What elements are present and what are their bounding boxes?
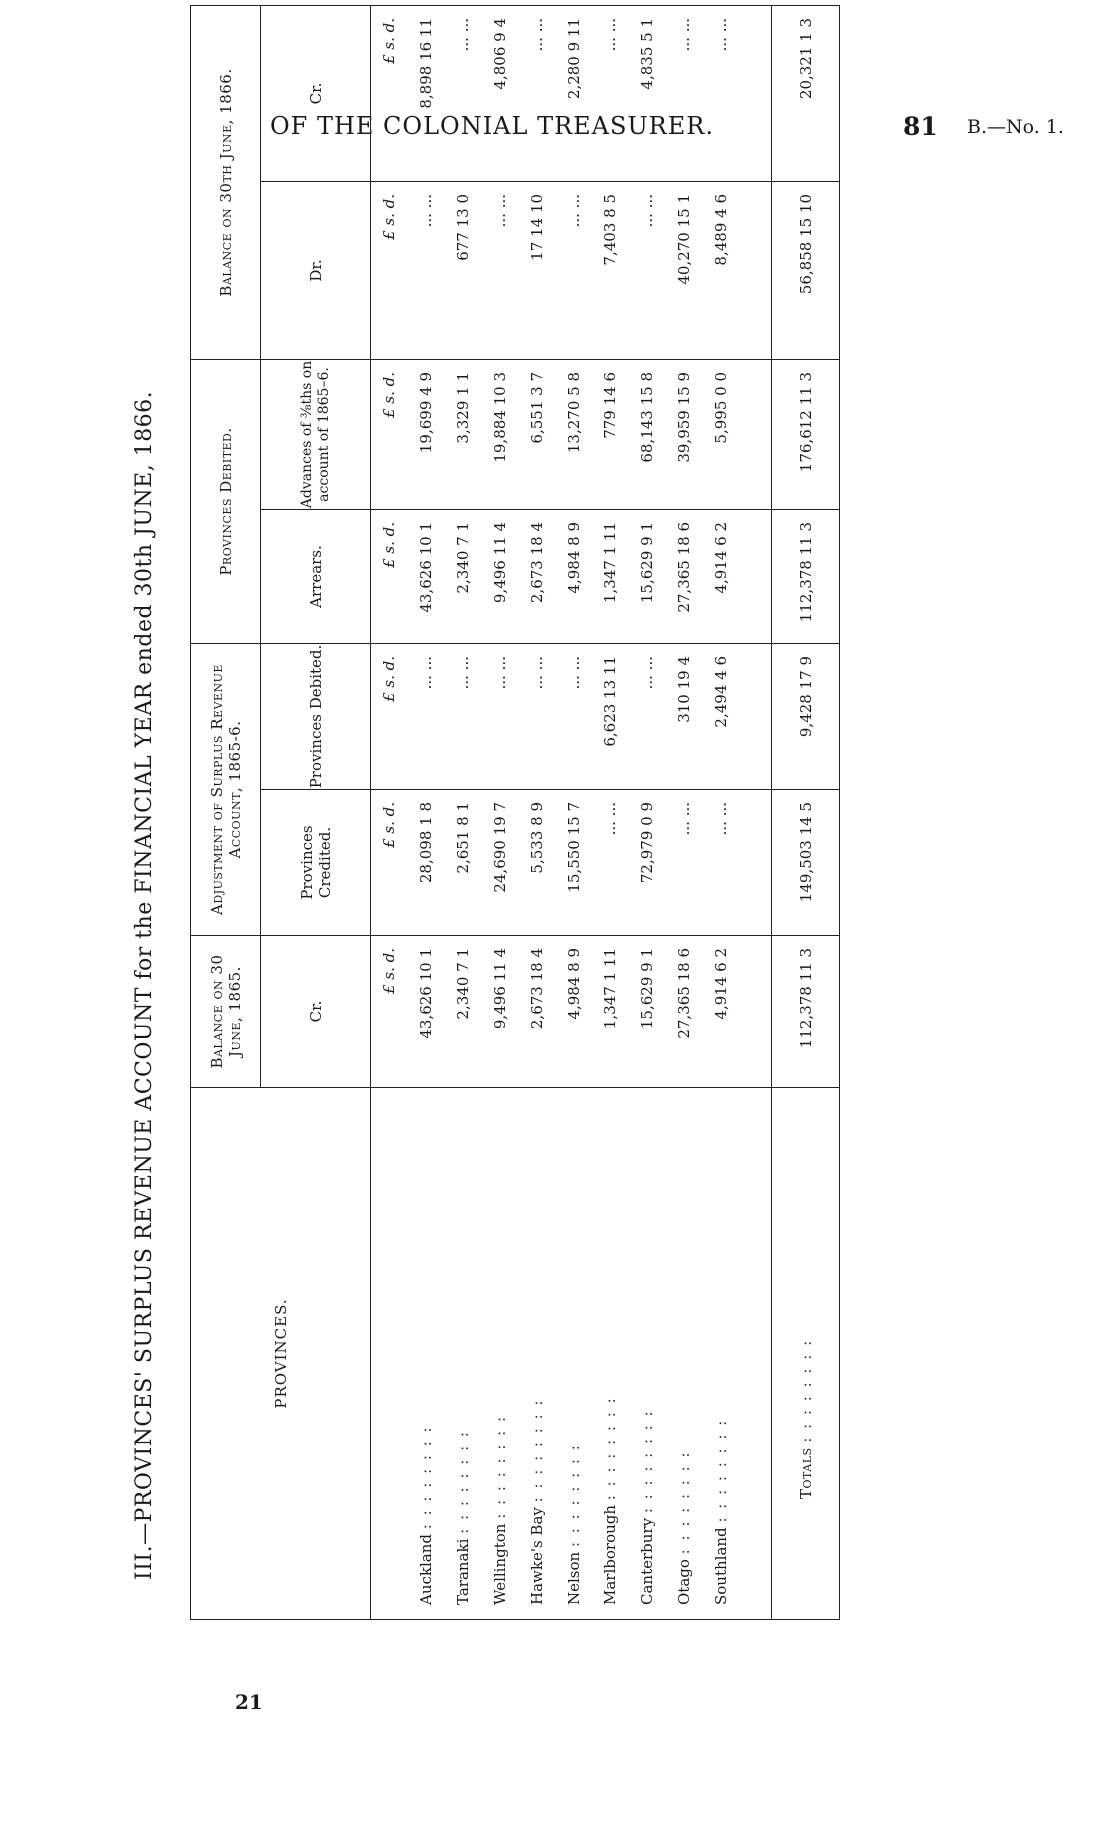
province-cell: [518, 1088, 555, 1620]
value-cell: ... ...: [629, 182, 666, 360]
province-cell: [629, 1088, 666, 1620]
header-adjustment: Adjustment of Surplus Revenue Account, 1865-6.: [191, 644, 261, 936]
value-cell: ... ...: [703, 790, 740, 936]
value-cell: 15,629 9 1: [629, 936, 666, 1088]
spacer-cell: [739, 644, 772, 790]
value-cell: ... ...: [445, 644, 482, 790]
value-cell: ... ...: [408, 182, 445, 360]
spacer-cell: [739, 936, 772, 1088]
value-cell: ... ...: [408, 644, 445, 790]
province-cell: [666, 1088, 703, 1620]
value-cell: 15,629 9 1: [629, 510, 666, 644]
header-balance-1866-dr: Dr.: [261, 182, 371, 360]
value-cell: ... ...: [482, 182, 519, 360]
table-row: [518, 5, 555, 1619]
leader-dots: : : : : : : : :: [711, 1418, 730, 1523]
value-cell: 4,984 8 9: [555, 936, 592, 1088]
value-cell: 2,673 18 4: [518, 936, 555, 1088]
table-row: [666, 5, 703, 1619]
value-cell: 4,806 9 4: [482, 5, 519, 181]
value-cell: ... ...: [518, 644, 555, 790]
value-cell: 677 13 0: [445, 182, 482, 360]
value-cell: 19,699 4 9: [408, 360, 445, 510]
province-name: Nelson: [564, 1551, 583, 1605]
totals-label: Totals: [796, 1447, 815, 1499]
leader-dots: : : : : : : : :: [454, 1430, 473, 1534]
value-cell: 39,959 15 9: [666, 360, 703, 510]
value-cell: 13,270 5 8: [555, 360, 592, 510]
province-name: Hawke's Bay: [527, 1507, 546, 1605]
leader-dots: : : : : : : : :: [796, 1338, 815, 1443]
value-cell: 1,347 1 11: [592, 936, 629, 1088]
province-cell: [445, 1088, 482, 1620]
header-balance-1866: Balance on 30th June, 1866.: [191, 5, 261, 359]
province-cell: [703, 1088, 740, 1620]
table-row: [629, 5, 666, 1619]
leader-dots: : : : : : : : :: [601, 1396, 620, 1501]
rotated-table-region: [132, 0, 1012, 1760]
value-cell: 17 14 10: [518, 182, 555, 360]
table-row: [408, 5, 445, 1619]
total-cell: 20,321 1 3: [772, 5, 840, 181]
value-cell: 40,270 15 1: [666, 182, 703, 360]
value-cell: 5,995 0 0: [703, 360, 740, 510]
value-cell: 310 19 4: [666, 644, 703, 790]
spacer-cell: [739, 1088, 772, 1620]
value-cell: 27,365 18 6: [666, 510, 703, 644]
leader-dots: : : : : : : : :: [491, 1414, 509, 1519]
leader-dots: : : : : : : : :: [417, 1425, 436, 1530]
document-code: B.—No. 1.: [967, 116, 1064, 138]
header-provinces-debited: Provinces Debited.: [191, 360, 261, 644]
spacer-cell: [739, 5, 772, 181]
value-cell: 24,690 19 7: [482, 790, 519, 936]
header-advances: Advances of ⅜ths on account of 1865–6.: [261, 360, 371, 510]
totals-row: [772, 5, 840, 1619]
value-cell: 2,340 7 1: [445, 936, 482, 1088]
header-balance-1866-cr: Cr.: [261, 5, 371, 181]
value-cell: 2,494 4 6: [703, 644, 740, 790]
value-cell: 5,533 8 9: [518, 790, 555, 936]
value-cell: 72,979 0 9: [629, 790, 666, 936]
value-cell: 4,914 6 2: [703, 936, 740, 1088]
spacer-cell: [739, 510, 772, 644]
sheet-number: 21: [235, 1690, 263, 1714]
province-name: Canterbury: [638, 1517, 657, 1605]
units-cell: £ s. d.: [371, 790, 408, 936]
value-cell: 28,098 1 8: [408, 790, 445, 936]
value-cell: 3,329 1 1: [445, 360, 482, 510]
province-name: Marlborough: [601, 1504, 620, 1605]
value-cell: 2,673 18 4: [518, 510, 555, 644]
units-cell: £ s. d.: [371, 936, 408, 1088]
header-balance-1865: Balance on 30 June, 1865.: [191, 936, 261, 1088]
units-cell: £ s. d.: [371, 510, 408, 644]
spacer-cell: [739, 790, 772, 936]
value-cell: 1,347 1 11: [592, 510, 629, 644]
value-cell: ... ...: [592, 790, 629, 936]
totals-label-cell: [772, 1088, 840, 1620]
province-name: Southland: [711, 1527, 730, 1605]
province-cell: [408, 1088, 445, 1620]
value-cell: 19,884 10 3: [482, 360, 519, 510]
value-cell: 8,898 16 11: [408, 5, 445, 181]
table-row: [482, 5, 519, 1619]
value-cell: ... ...: [703, 5, 740, 181]
units-cell: £ s. d.: [371, 360, 408, 510]
spacer-cell: [739, 182, 772, 360]
table-row: [703, 5, 740, 1619]
value-cell: 9,496 11 4: [482, 510, 519, 644]
units-cell: £ s. d.: [371, 182, 408, 360]
leader-dots: : : : : : : : :: [564, 1443, 583, 1548]
value-cell: ... ...: [555, 644, 592, 790]
value-cell: 6,551 3 7: [518, 360, 555, 510]
value-cell: 7,403 8 5: [592, 182, 629, 360]
header-adj-debited: Provinces Debited.: [261, 644, 371, 790]
value-cell: 779 14 6: [592, 360, 629, 510]
total-cell: 176,612 11 3: [772, 360, 840, 510]
running-title: OF THE COLONIAL TREASURER.: [270, 112, 714, 140]
total-cell: 149,503 14 5: [772, 790, 840, 936]
header-arrears: Arrears.: [261, 510, 371, 644]
total-cell: 9,428 17 9: [772, 644, 840, 790]
value-cell: 15,550 15 7: [555, 790, 592, 936]
leader-dots: : : : : : : : :: [527, 1398, 546, 1503]
value-cell: ... ...: [629, 644, 666, 790]
value-cell: 43,626 10 1: [408, 510, 445, 644]
value-cell: 4,984 8 9: [555, 510, 592, 644]
province-name: Taranaki: [454, 1538, 473, 1605]
value-cell: 2,651 8 1: [445, 790, 482, 936]
value-cell: ... ...: [518, 5, 555, 181]
value-cell: 9,496 11 4: [482, 936, 519, 1088]
value-cell: ... ...: [666, 790, 703, 936]
table-row: [445, 5, 482, 1619]
value-cell: 4,914 6 2: [703, 510, 740, 644]
header-adj-credited: Provinces Credited.: [261, 790, 371, 936]
province-name: Wellington: [491, 1523, 509, 1605]
value-cell: 27,365 18 6: [666, 936, 703, 1088]
units-cell: £ s. d.: [371, 644, 408, 790]
page-number: 81: [903, 112, 938, 141]
value-cell: 68,143 15 8: [629, 360, 666, 510]
spacer-cell: [739, 360, 772, 510]
value-cell: ... ...: [445, 5, 482, 181]
province-name: Otago: [675, 1559, 694, 1605]
total-cell: 56,858 15 10: [772, 182, 840, 360]
value-cell: 8,489 4 6: [703, 182, 740, 360]
surplus-revenue-table: [190, 5, 840, 1620]
total-cell: 112,378 11 3: [772, 510, 840, 644]
units-cell: £ s. d.: [371, 5, 408, 181]
value-cell: 4,835 5 1: [629, 5, 666, 181]
table-title: III.—PROVINCES' SURPLUS REVENUE ACCOUNT for the FINANCIAL YEAR ended 30th JUNE, 1866.: [132, 390, 157, 1580]
leader-dots: : : : : : : : :: [675, 1450, 694, 1555]
value-cell: ... ...: [482, 644, 519, 790]
header-balance-1865-cr: Cr.: [261, 936, 371, 1088]
units-cell: [371, 1088, 408, 1620]
table-row: [592, 5, 629, 1619]
total-cell: 112,378 11 3: [772, 936, 840, 1088]
value-cell: 2,340 7 1: [445, 510, 482, 644]
leader-dots: : : : : : : : :: [638, 1409, 657, 1514]
value-cell: ... ...: [666, 5, 703, 181]
value-cell: 43,626 10 1: [408, 936, 445, 1088]
value-cell: 2,280 9 11: [555, 5, 592, 181]
table-row: [555, 5, 592, 1619]
value-cell: ... ...: [555, 182, 592, 360]
value-cell: ... ...: [592, 5, 629, 181]
province-cell: [482, 1088, 519, 1620]
province-name: Auckland: [417, 1534, 436, 1605]
province-cell: [592, 1088, 629, 1620]
header-provinces: PROVINCES.: [191, 1088, 371, 1620]
value-cell: 6,623 13 11: [592, 644, 629, 790]
province-cell: [555, 1088, 592, 1620]
